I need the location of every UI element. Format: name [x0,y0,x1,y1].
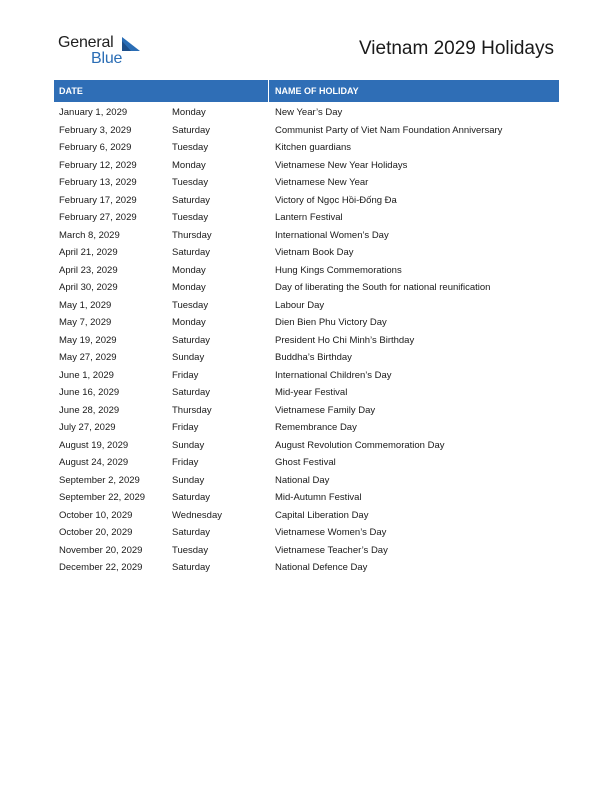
cell-weekday: Sunday [172,352,205,364]
cell-date: June 28, 2029 [59,404,120,416]
table-row [54,314,559,332]
cell-weekday: Monday [172,317,206,329]
cell-weekday: Saturday [172,194,211,206]
cell-date: February 13, 2029 [59,177,137,189]
cell-date: October 20, 2029 [59,527,133,539]
cell-weekday: Sunday [172,439,205,451]
table-row [54,244,559,262]
table-row [54,332,559,350]
cell-date: February 3, 2029 [59,124,132,136]
cell-weekday: Tuesday [172,299,209,311]
cell-holiday-name: Victory of Ngọc Hồi-Đống Đa [275,194,397,206]
cell-date: April 23, 2029 [59,264,118,276]
cell-date: February 27, 2029 [59,212,137,224]
page-title: Vietnam 2029 Holidays [358,38,554,59]
cell-date: January 1, 2029 [59,107,128,119]
header-date: DATE [54,80,269,102]
cell-weekday: Saturday [172,562,211,574]
cell-holiday-name: Hung Kings Commemorations [275,264,402,276]
cell-holiday-name: Labour Day [275,299,325,311]
cell-holiday-name: Vietnamese New Year [275,177,369,189]
table-row [54,437,559,455]
cell-date: April 21, 2029 [59,247,118,259]
logo-word-blue: Blue [91,50,123,67]
cell-weekday: Sunday [172,474,205,486]
cell-holiday-name: August Revolution Commemoration Day [275,439,445,451]
cell-date: June 16, 2029 [59,387,120,399]
cell-date: August 19, 2029 [59,439,129,451]
cell-weekday: Saturday [172,527,211,539]
table-row [54,472,559,490]
cell-weekday: Tuesday [172,177,209,189]
table-row [54,524,559,542]
cell-weekday: Saturday [172,124,211,136]
cell-date: July 27, 2029 [59,422,116,434]
table-row [54,279,559,297]
table-row [54,489,559,507]
cell-holiday-name: Buddha’s Birthday [275,352,352,364]
cell-weekday: Monday [172,282,206,294]
cell-holiday-name: Dien Bien Phu Victory Day [275,317,387,329]
cell-holiday-name: Vietnamese Teacher’s Day [275,544,388,556]
cell-date: February 17, 2029 [59,194,137,206]
cell-weekday: Tuesday [172,142,209,154]
cell-holiday-name: Mid-year Festival [275,387,348,399]
cell-holiday-name: President Ho Chi Minh’s Birthday [275,334,415,346]
cell-weekday: Saturday [172,247,211,259]
table-row [54,227,559,245]
cell-holiday-name: Kitchen guardians [275,142,352,154]
cell-weekday: Friday [172,369,199,381]
cell-holiday-name: Lantern Festival [275,212,343,224]
cell-date: May 1, 2029 [59,299,112,311]
table-row [54,507,559,525]
cell-weekday: Tuesday [172,544,209,556]
table-row [54,157,559,175]
cell-weekday: Saturday [172,492,211,504]
cell-holiday-name: Vietnamese New Year Holidays [275,159,408,171]
cell-holiday-name: Day of liberating the South for national reunification [275,282,491,294]
cell-date: May 27, 2029 [59,352,117,364]
table-row [54,209,559,227]
cell-holiday-name: National Day [275,474,330,486]
cell-holiday-name: Communist Party of Viet Nam Foundation Anniversary [275,124,503,136]
cell-holiday-name: New Year’s Day [275,107,343,119]
logo-triangle-icon [122,37,140,51]
header-holiday-name: NAME OF HOLIDAY [275,86,359,96]
cell-date: December 22, 2029 [59,562,143,574]
table-row [54,297,559,315]
cell-date: November 20, 2029 [59,544,143,556]
cell-holiday-name: Mid-Autumn Festival [275,492,362,504]
cell-date: February 6, 2029 [59,142,132,154]
cell-holiday-name: National Defence Day [275,562,368,574]
cell-holiday-name: Vietnamese Family Day [275,404,376,416]
table-row [54,192,559,210]
cell-holiday-name: International Women’s Day [275,229,389,241]
cell-weekday: Wednesday [172,509,222,521]
cell-date: September 2, 2029 [59,474,140,486]
cell-weekday: Thursday [172,404,212,416]
cell-weekday: Monday [172,159,206,171]
cell-weekday: Saturday [172,387,211,399]
table-row [54,262,559,280]
table-row [54,174,559,192]
table-row [54,104,559,122]
table-row [54,402,559,420]
table-row [54,559,559,577]
holiday-table [54,80,559,577]
cell-date: October 10, 2029 [59,509,133,521]
table-row [54,542,559,560]
cell-holiday-name: Capital Liberation Day [275,509,369,521]
cell-date: May 7, 2029 [59,317,112,329]
cell-date: September 22, 2029 [59,492,146,504]
table-body [54,102,559,577]
table-row [54,122,559,140]
cell-weekday: Saturday [172,334,211,346]
cell-weekday: Monday [172,107,206,119]
table-row [54,384,559,402]
table-header [54,80,559,102]
cell-holiday-name: Remembrance Day [275,422,357,434]
cell-weekday: Friday [172,422,199,434]
cell-weekday: Thursday [172,229,212,241]
cell-date: February 12, 2029 [59,159,137,171]
cell-holiday-name: Ghost Festival [275,457,336,469]
table-row [54,454,559,472]
cell-weekday: Friday [172,457,199,469]
cell-weekday: Tuesday [172,212,209,224]
cell-holiday-name: International Children’s Day [275,369,392,381]
generalblue-logo [58,34,148,68]
cell-date: June 1, 2029 [59,369,114,381]
table-row [54,367,559,385]
cell-date: April 30, 2029 [59,282,118,294]
cell-holiday-name: Vietnam Book Day [275,247,354,259]
table-row [54,139,559,157]
cell-holiday-name: Vietnamese Women’s Day [275,527,387,539]
table-row [54,349,559,367]
cell-date: August 24, 2029 [59,457,129,469]
cell-date: May 19, 2029 [59,334,117,346]
table-row [54,419,559,437]
logo-word-general: General [58,34,114,51]
cell-date: March 8, 2029 [59,229,120,241]
cell-weekday: Monday [172,264,206,276]
